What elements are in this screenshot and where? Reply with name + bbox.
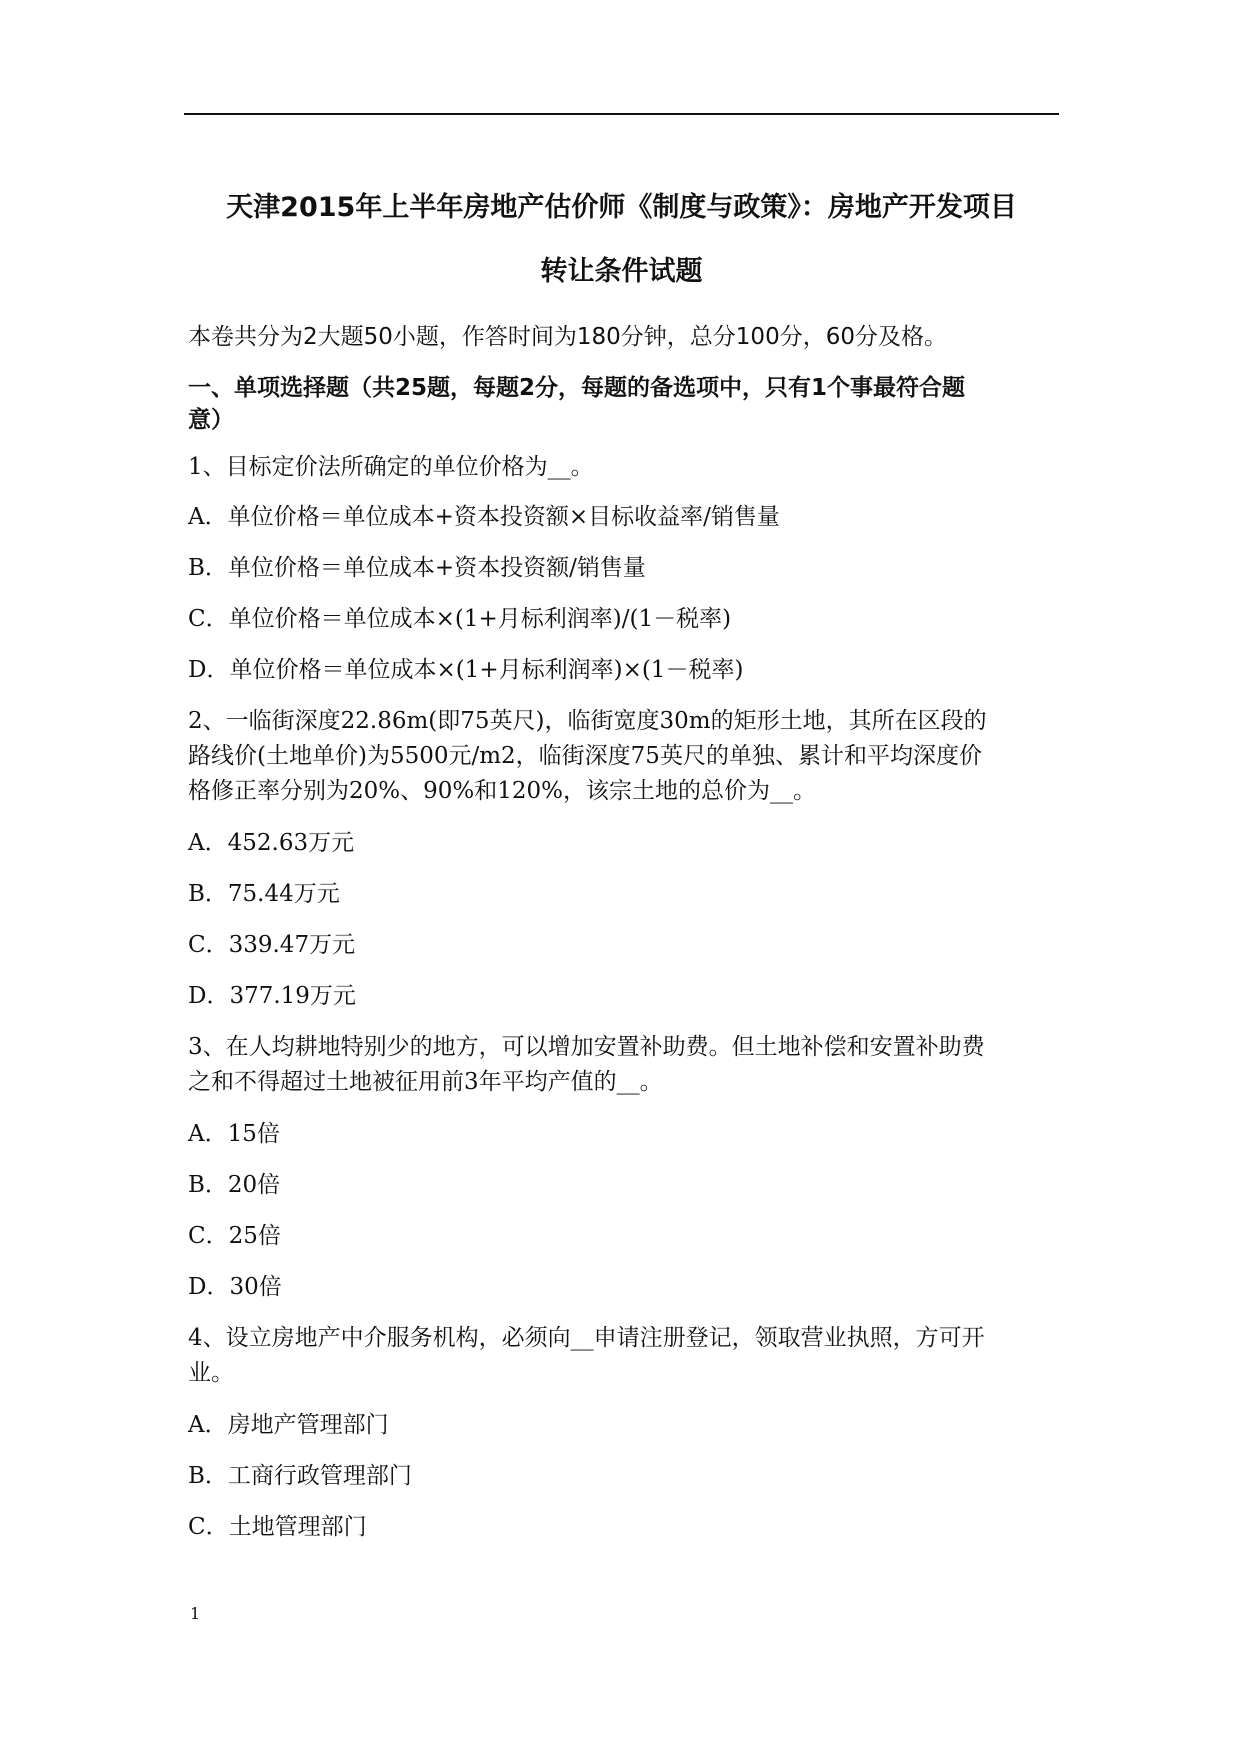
question-1-option-c: C．单位价格＝单位成本×(1+月标利润率)/(1－税率) bbox=[188, 606, 732, 632]
question-3-option-c: C．25倍 bbox=[188, 1223, 281, 1249]
question-4-stem-line-1: 4、设立房地产中介服务机构，必须向__申请注册登记，领取营业执照，方可开 bbox=[188, 1325, 985, 1351]
question-2-option-a: A．452.63万元 bbox=[188, 830, 355, 856]
question-4-option-c: C．土地管理部门 bbox=[188, 1514, 367, 1540]
question-1-option-b: B．单位价格＝单位成本+资本投资额/销售量 bbox=[188, 555, 646, 581]
question-4-option-b: B．工商行政管理部门 bbox=[188, 1463, 412, 1489]
question-2-stem-line-1: 2、一临街深度22.86m(即75英尺)，临街宽度30m的矩形土地，其所在区段的 bbox=[188, 708, 987, 734]
question-1-stem: 1、目标定价法所确定的单位价格为__。 bbox=[188, 454, 594, 480]
question-2-stem-line-3: 格修正率分别为20%、90%和120%，该宗土地的总价为__。 bbox=[188, 778, 816, 804]
section-heading-line-1: 一、单项选择题（共25题，每题2分，每题的备选项中，只有1个事最符合题 bbox=[188, 375, 966, 401]
question-2-option-d: D．377.19万元 bbox=[188, 983, 356, 1009]
document-title-line-2: 转让条件试题 bbox=[540, 256, 703, 287]
document-title-line-1: 天津2015年上半年房地产估价师《制度与政策》：房地产开发项目 bbox=[226, 192, 1017, 223]
section-heading-line-2: 意） bbox=[188, 407, 234, 433]
exam-intro: 本卷共分为2大题50小题，作答时间为180分钟，总分100分，60分及格。 bbox=[188, 324, 947, 350]
question-1-option-a: A．单位价格＝单位成本+资本投资额×目标收益率/销售量 bbox=[188, 504, 780, 530]
question-3-stem-line-1: 3、在人均耕地特别少的地方，可以增加安置补助费。但土地补偿和安置补助费 bbox=[188, 1034, 985, 1060]
page-number: 1 bbox=[190, 1604, 201, 1623]
question-1-option-d: D．单位价格＝单位成本×(1+月标利润率)×(1－税率) bbox=[188, 657, 744, 683]
header-rule bbox=[184, 113, 1059, 115]
question-3-option-b: B．20倍 bbox=[188, 1172, 281, 1198]
question-2-stem-line-2: 路线价(土地单价)为5500元/m2，临街深度75英尺的单独、累计和平均深度价 bbox=[188, 743, 982, 769]
question-2-option-c: C．339.47万元 bbox=[188, 932, 356, 958]
question-3-stem-line-2: 之和不得超过土地被征用前3年平均产值的__。 bbox=[188, 1069, 663, 1095]
question-2-option-b: B．75.44万元 bbox=[188, 881, 340, 907]
question-4-option-a: A．房地产管理部门 bbox=[188, 1412, 389, 1438]
question-3-option-d: D．30倍 bbox=[188, 1274, 282, 1300]
question-4-stem-line-2: 业。 bbox=[188, 1360, 234, 1386]
question-3-option-a: A．15倍 bbox=[188, 1121, 280, 1147]
